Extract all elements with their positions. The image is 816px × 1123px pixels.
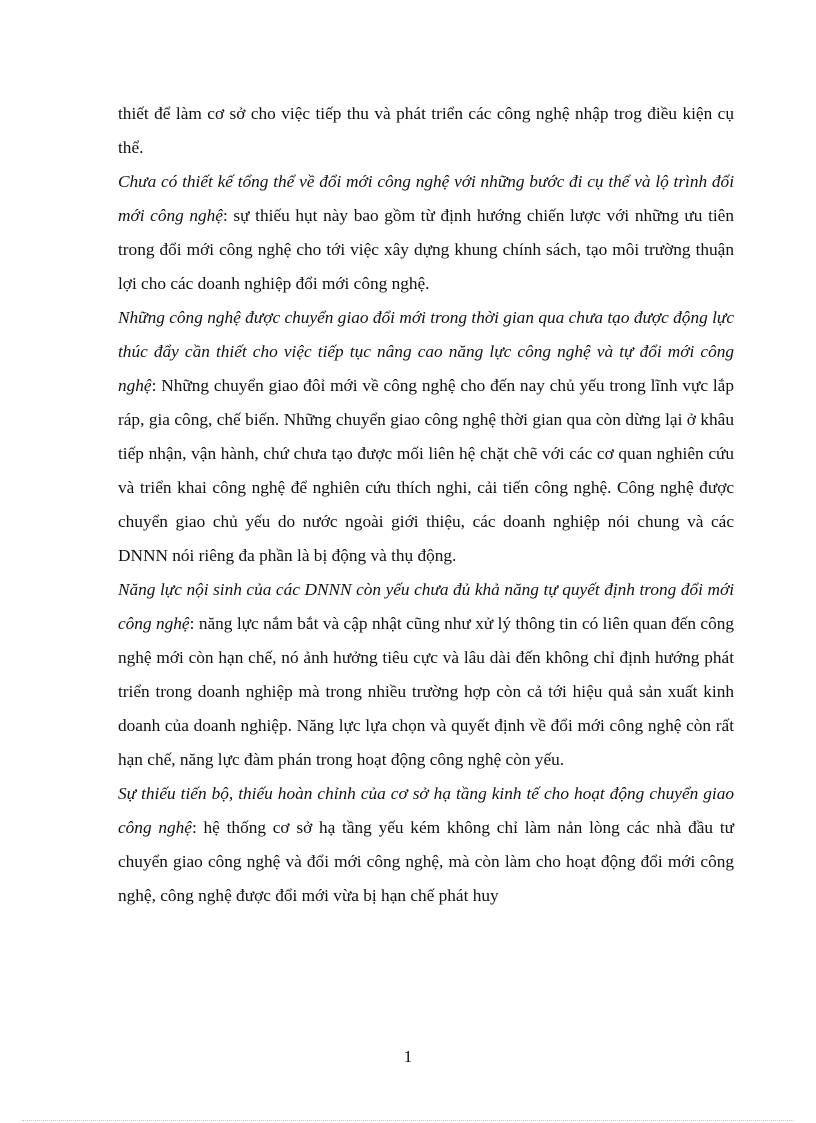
paragraph-lead: Những công nghệ được chuyển giao đổi mới trong thời gian qua chưa tạo được động lực thúc đẩy cần thiết cho việc tiếp tục nâng cao năng lực công nghệ và tự đổi mới công nghệ [118,308,734,395]
document-body [118,97,734,913]
paragraph-text: : Những chuyển giao đôỉ mới về công nghệ cho đến nay chủ yếu trong lĩnh vực lắp ráp, gia công, chế biến. Những chuyển giao công nghệ thời gian qua còn dừng lại ở khâu tiếp nhận, vận hành, chứ chưa tạo được mối liên hệ chặt chẽ với các cơ quan nghiên cứu và triển khai công nghệ để nghiên cứu thích nghi, cải tiến công nghệ. Công nghệ được chuyển giao chủ yếu do nước ngoài giới thiệu, các doanh nghiệp nói chung và các DNNN nói riêng đa phần là bị động và thụ động. [118,376,734,565]
paragraph [118,777,734,913]
paragraph [118,97,734,165]
paragraph [118,573,734,777]
paragraph-text: : năng lực nắm bắt và cập nhật cũng như xử lý thông tin có liên quan đến công nghệ mới còn hạn chế, nó ảnh hưởng tiêu cực và lâu dài đến không chỉ định hướng phát triển trong doanh nghiệp mà trong nhiều trường hợp còn cả tới hiệu quả sản xuất kinh doanh của doanh nghiệp. Năng lực lựa chọn và quyết định về đổi mới công nghệ còn rất hạn chế, năng lực đàm phán trong hoạt động công nghệ còn yếu. [118,614,734,769]
paragraph-lead: Chưa có thiết kế tổng thể về đổi mới công nghệ với những bước đi cụ thể và lộ trình đổi mới công nghệ [118,172,734,225]
page-edge-divider [22,1120,794,1121]
paragraph-text: : hệ thống cơ sở hạ tầng yếu kém không chỉ làm nản lòng các nhà đầu tư chuyển giao công nghệ và đổi mới công nghệ, mà còn làm cho hoạt động đổi mới công nghệ, công nghệ được đổi mới vừa bị hạn chế phát huy [118,818,734,905]
paragraph [118,301,734,573]
paragraph-text: : sự thiếu hụt này bao gồm từ định hướng chiến lược với những ưu tiên trong đổi mới công nghệ cho tới việc xây dựng khung chính sách, tạo môi trường thuận lợi cho các doanh nghiệp đổi mới công nghệ. [118,206,734,293]
paragraph-lead: Năng lực nội sinh của các DNNN còn yếu chưa đủ khả năng tự quyết định trong đổi mới công nghệ [118,580,734,633]
page-number: 1 [403,1047,413,1066]
paragraph-text: thiết để làm cơ sở cho việc tiếp thu và phát triển các công nghệ nhập trog điều kiện cụ thể. [118,104,734,157]
paragraph-lead: Sự thiếu tiến bộ, thiếu hoàn chỉnh của cơ sở hạ tầng kinh tế cho hoạt động chuyển giao công nghệ [118,784,734,837]
paragraph [118,165,734,301]
